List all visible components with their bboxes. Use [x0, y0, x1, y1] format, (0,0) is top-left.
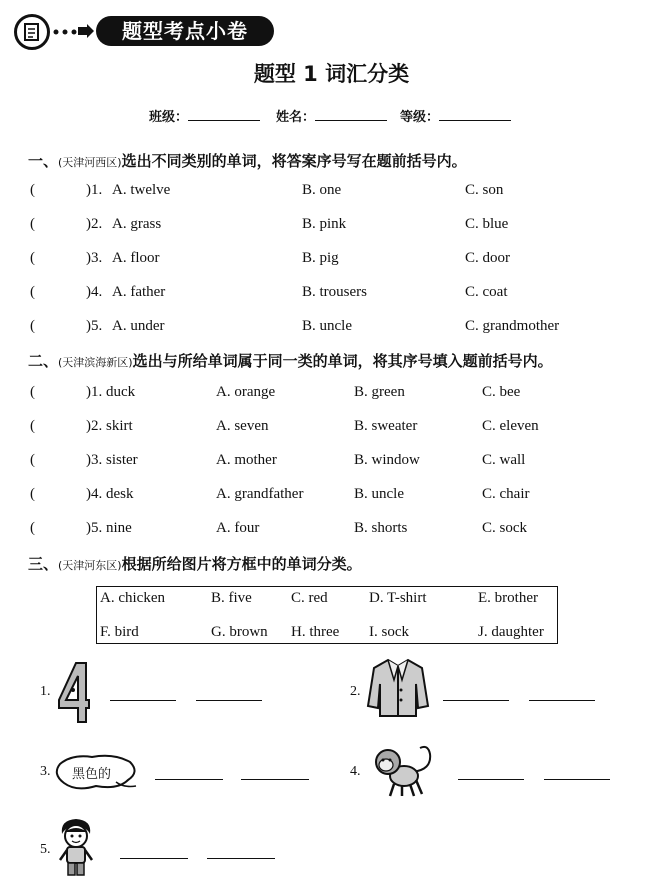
page-title: 题型 1 词汇分类 — [253, 62, 410, 86]
answer-line[interactable] — [120, 858, 188, 859]
arrow-icon — [78, 24, 94, 38]
option-c: C. grandmother — [465, 318, 560, 334]
q-word: )5. nine — [86, 520, 132, 536]
word-i: I. sock — [369, 624, 409, 640]
item-4-number: 4. — [350, 764, 361, 779]
option-b: B. pink — [302, 216, 347, 232]
word-g: G. brown — [211, 624, 268, 640]
answer-paren[interactable]: ( — [30, 318, 35, 334]
answer-paren[interactable]: ( — [30, 182, 35, 198]
boy-icon — [56, 816, 96, 878]
word-c: C. red — [291, 590, 328, 606]
answer-paren[interactable]: ( — [30, 250, 35, 266]
monkey-icon — [372, 742, 438, 798]
header-badge: 题型考点小卷 — [96, 16, 274, 46]
class-blank[interactable] — [188, 108, 260, 121]
item-1-number: 1. — [40, 684, 51, 699]
answer-paren[interactable]: ( — [30, 284, 35, 300]
option-b: B. uncle — [302, 318, 352, 334]
option-c: C. bee — [482, 384, 521, 400]
word-a: A. chicken — [100, 590, 165, 606]
option-a: A. seven — [216, 418, 269, 434]
option-a: A. floor — [112, 250, 160, 266]
name-blank[interactable] — [315, 108, 387, 121]
word-f: F. bird — [100, 624, 139, 640]
option-a: A. twelve — [112, 182, 171, 198]
option-b: B. uncle — [354, 486, 404, 502]
q-number: )2. — [86, 216, 103, 232]
item-5-number: 5. — [40, 842, 51, 857]
item-3-number: 3. — [40, 764, 51, 779]
q-number: )1. — [86, 182, 103, 198]
number-four-icon — [56, 660, 90, 726]
answer-line[interactable] — [529, 700, 595, 701]
word-d: D. T-shirt — [369, 590, 427, 606]
name-field[interactable] — [276, 106, 387, 125]
answer-line[interactable] — [241, 779, 309, 780]
answer-line[interactable] — [443, 700, 509, 701]
answer-line[interactable] — [207, 858, 275, 859]
answer-line[interactable] — [458, 779, 524, 780]
section3-heading: 三、(天津河东区)根据所给图片将方框中的单词分类。 — [28, 555, 362, 573]
option-a: A. four — [216, 520, 260, 536]
answer-paren[interactable]: ( — [30, 520, 35, 536]
option-a: A. grass — [112, 216, 162, 232]
item-2-number: 2. — [350, 684, 361, 699]
answer-paren[interactable]: ( — [30, 216, 35, 232]
q-word: )4. desk — [86, 486, 134, 502]
option-c: C. eleven — [482, 418, 539, 434]
jacket-icon — [366, 656, 430, 720]
answer-paren[interactable]: ( — [30, 418, 35, 434]
word-h: H. three — [291, 624, 340, 640]
option-c: C. coat — [465, 284, 508, 300]
notebook-icon — [14, 14, 50, 50]
answer-paren[interactable]: ( — [30, 384, 35, 400]
option-a: A. orange — [216, 384, 276, 400]
option-c: C. wall — [482, 452, 526, 468]
q-word: )1. duck — [86, 384, 136, 400]
option-c: C. door — [465, 250, 510, 266]
dots-decoration — [52, 28, 80, 36]
answer-paren[interactable]: ( — [30, 486, 35, 502]
q-word: )2. skirt — [86, 418, 133, 434]
name-label: 姓名： — [276, 110, 316, 125]
q-number: )3. — [86, 250, 103, 266]
class-field[interactable] — [149, 106, 260, 125]
option-b: B. green — [354, 384, 405, 400]
option-a: A. grandfather — [216, 486, 304, 502]
option-b: B. trousers — [302, 284, 367, 300]
section2-heading: 二、(天津滨海新区)选出与所给单词属于同一类的单词，将其序号填入题前括号内。 — [28, 352, 553, 370]
option-b: B. window — [354, 452, 420, 468]
grade-blank[interactable] — [439, 108, 511, 121]
word-e: E. brother — [478, 590, 538, 606]
option-b: B. pig — [302, 250, 339, 266]
answer-line[interactable] — [110, 700, 176, 701]
q-number: )4. — [86, 284, 103, 300]
option-b: B. one — [302, 182, 342, 198]
option-a: A. under — [112, 318, 165, 334]
q-word: )3. sister — [86, 452, 138, 468]
option-c: C. blue — [465, 216, 509, 232]
word-j: J. daughter — [478, 624, 544, 640]
option-c: C. sock — [482, 520, 527, 536]
grade-label: 等级： — [400, 110, 440, 125]
option-c: C. chair — [482, 486, 530, 502]
answer-line[interactable] — [196, 700, 262, 701]
answer-paren[interactable]: ( — [30, 452, 35, 468]
answer-line[interactable] — [544, 779, 610, 780]
black-color-label: 黑色的 — [72, 767, 112, 782]
option-a: A. mother — [216, 452, 277, 468]
section1-heading: 一、(天津河西区)选出不同类别的单词，将答案序号写在题前括号内。 — [28, 152, 467, 170]
word-b: B. five — [211, 590, 252, 606]
grade-field[interactable] — [400, 106, 511, 125]
q-number: )5. — [86, 318, 103, 334]
class-label: 班级： — [149, 110, 189, 125]
option-b: B. shorts — [354, 520, 408, 536]
answer-line[interactable] — [155, 779, 223, 780]
option-b: B. sweater — [354, 418, 418, 434]
option-c: C. son — [465, 182, 504, 198]
option-a: A. father — [112, 284, 166, 300]
